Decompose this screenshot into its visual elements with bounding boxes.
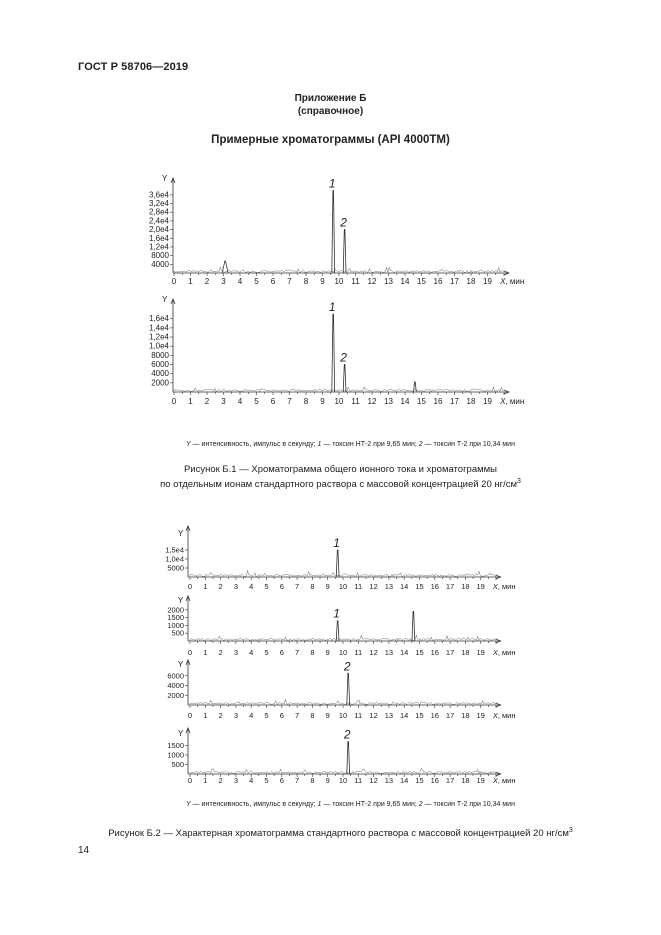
chart1-y-tick-label: 8000 bbox=[151, 251, 169, 261]
chart1-x-tick-label: 7 bbox=[287, 277, 292, 286]
chart2-x-tick-label: 7 bbox=[287, 397, 292, 406]
chart1-x-tick-label: 6 bbox=[270, 277, 276, 286]
chart2-xlabel: X, мин bbox=[500, 397, 525, 406]
chart4-x-tick-label: 12 bbox=[369, 648, 378, 657]
chart6-baseline-trace bbox=[190, 768, 496, 773]
chart6-peak bbox=[347, 742, 350, 774]
chart6-x-tick-label: 19 bbox=[476, 776, 485, 785]
chart2-x-tick-label: 15 bbox=[417, 397, 426, 406]
chart5-x-tick-label: 0 bbox=[187, 711, 193, 720]
chart4-y-tick-label: 500 bbox=[171, 628, 184, 638]
chart1-xlabel: X, мин bbox=[500, 277, 525, 286]
chart1-peak bbox=[332, 191, 335, 273]
chart1-x-tick-label: 19 bbox=[483, 277, 492, 286]
chart5-ylabel: Y bbox=[178, 660, 184, 669]
section-title: Примерные хроматограммы (API 4000TM) bbox=[211, 134, 450, 146]
chart2-y-tick-label: 8000 bbox=[151, 350, 169, 360]
chart1-peak-label: 2 bbox=[340, 215, 347, 230]
legend1-n2: 2 bbox=[418, 441, 423, 448]
chart6-y-tick-label: 1500 bbox=[167, 740, 184, 750]
legend1-text1: — интенсивность, импульс в секунду; bbox=[190, 441, 318, 448]
chart2-x-tick-label: 14 bbox=[400, 397, 410, 406]
chart3-x-tick-label: 9 bbox=[325, 582, 330, 591]
chart2-peak-label: 1 bbox=[328, 300, 336, 315]
chart3-x-tick-label: 11 bbox=[354, 582, 363, 591]
chart5-x-tick-label: 4 bbox=[249, 711, 254, 720]
chart5-baseline-trace bbox=[190, 700, 496, 705]
chart2-x-tick-label: 3 bbox=[221, 397, 226, 406]
chart6-x-tick-label: 7 bbox=[295, 776, 300, 785]
chart5-x-tick-label: 2 bbox=[218, 711, 223, 720]
chart2-y-tick-label: 1,0e4 bbox=[148, 341, 169, 351]
chart6-ylabel: Y bbox=[178, 729, 184, 738]
chart2-x-tick-label: 5 bbox=[254, 397, 259, 406]
chart3-peak bbox=[336, 550, 339, 577]
chart5-x-tick-label: 7 bbox=[295, 711, 300, 720]
chart3-x-tick-label: 8 bbox=[310, 582, 315, 591]
chart5-x-tick-label: 3 bbox=[233, 711, 238, 720]
chart2-y-tick-label: 1,2e4 bbox=[148, 332, 169, 342]
chart5-x-tick-label: 15 bbox=[415, 711, 424, 720]
caption2-line1: Рисунок Б.2 — Характерная хроматограмма стандартного раствора с массовой концентрацией 20 нг/см bbox=[108, 828, 569, 840]
chart5-x-tick-label: 11 bbox=[354, 711, 363, 720]
chart6-x-tick-label: 4 bbox=[249, 776, 254, 785]
chart2-x-tick-label: 2 bbox=[204, 397, 210, 406]
document-header: ГОСТ Р 58706—2019 bbox=[78, 61, 189, 73]
chart3-x-tick-label: 17 bbox=[445, 582, 455, 591]
chart1-x-tick-label: 8 bbox=[303, 277, 309, 286]
chart3-x-tick-label: 1 bbox=[203, 582, 208, 591]
chart3-baseline-trace bbox=[190, 571, 496, 577]
chart1-y-tick-label: 3,6e4 bbox=[148, 190, 169, 200]
chart6-x-tick-label: 16 bbox=[430, 776, 439, 785]
chart2-x-tick-label: 1 bbox=[188, 397, 193, 406]
chart3-x-tick-label: 12 bbox=[369, 582, 378, 591]
chart5-x-tick-label: 19 bbox=[476, 711, 485, 720]
chart6-x-tick-label: 9 bbox=[325, 776, 330, 785]
caption1-line2: по отдельным ионам стандартного раствора с массовой концентрацией 20 нг/см bbox=[160, 479, 518, 491]
chart1-peak bbox=[343, 230, 346, 273]
chart2-x-tick-label: 13 bbox=[384, 397, 393, 406]
chart1-peak-label: 1 bbox=[328, 176, 336, 191]
chart4-x-tick-label: 0 bbox=[187, 648, 193, 657]
chart2-x-tick-label: 18 bbox=[466, 397, 476, 406]
chart5-x-tick-label: 17 bbox=[445, 711, 455, 720]
chart6-x-tick-label: 13 bbox=[384, 776, 394, 785]
chart4-xlabel: X, мин bbox=[492, 648, 516, 657]
chart6-x-tick-label: 0 bbox=[187, 776, 193, 785]
appendix-subtitle: (справочное) bbox=[297, 106, 364, 117]
chart2-x-tick-label: 12 bbox=[367, 397, 377, 406]
chart4-x-tick-label: 3 bbox=[233, 648, 238, 657]
chart2-y-tick-label: 2000 bbox=[151, 378, 169, 388]
chart5-x-tick-label: 12 bbox=[369, 711, 378, 720]
legend2-y: Y bbox=[186, 801, 191, 808]
legend2-n1: 1 bbox=[317, 801, 322, 808]
chart5-y-tick-label: 4000 bbox=[167, 681, 184, 690]
chart2-x-tick-label: 9 bbox=[320, 397, 325, 406]
chart1-x-tick-label: 15 bbox=[417, 277, 426, 286]
chart2-x-tick-label: 8 bbox=[303, 397, 309, 406]
chart2-peak bbox=[414, 382, 417, 392]
chart4-x-tick-label: 19 bbox=[476, 648, 485, 657]
chart1-x-tick-label: 12 bbox=[367, 277, 377, 286]
chart2-y-tick-label: 1,4e4 bbox=[148, 323, 169, 333]
chart5-xlabel: X, мин bbox=[492, 711, 516, 720]
chart3-x-tick-label: 0 bbox=[187, 582, 193, 591]
chart3-xlabel: X, мин bbox=[492, 582, 516, 591]
chart1-y-tick-label: 1,2e4 bbox=[148, 242, 169, 252]
chart1-y-tick-label: 1,6e4 bbox=[148, 233, 169, 243]
legend1-y: Y bbox=[186, 441, 191, 448]
chart1-x-tick-label: 0 bbox=[171, 277, 177, 286]
chart6-x-tick-label: 1 bbox=[203, 776, 208, 785]
chart4-x-tick-label: 8 bbox=[310, 648, 315, 657]
chart4-x-tick-label: 2 bbox=[218, 648, 223, 657]
caption1-line2-wrap bbox=[20, 476, 661, 491]
legend1-text3: — токсин Т-2 при 10,34 мин bbox=[422, 441, 515, 448]
chart3-x-tick-label: 19 bbox=[476, 582, 485, 591]
chart6-x-tick-label: 2 bbox=[218, 776, 223, 785]
chart4-x-tick-label: 15 bbox=[415, 648, 424, 657]
chart2-x-tick-label: 6 bbox=[270, 397, 276, 406]
legend2-text2: — токсин НТ-2 при 9,65 мин; bbox=[321, 801, 419, 808]
appendix-title: Приложение Б bbox=[294, 93, 367, 104]
chart1-x-tick-label: 1 bbox=[188, 277, 193, 286]
chart3-x-tick-label: 14 bbox=[400, 582, 409, 591]
chart6-peak-label: 2 bbox=[343, 727, 351, 742]
chart3-ylabel: Y bbox=[178, 529, 184, 538]
page-number: 14 bbox=[78, 845, 90, 856]
chart4-x-tick-label: 10 bbox=[338, 648, 348, 657]
chart3-x-tick-label: 18 bbox=[461, 582, 470, 591]
chart3-y-tick-label: 1,0e4 bbox=[165, 554, 184, 564]
chart3-x-tick-label: 16 bbox=[430, 582, 439, 591]
chart4-x-tick-label: 6 bbox=[279, 648, 284, 657]
chart6-x-tick-label: 3 bbox=[233, 776, 238, 785]
chart5-peak-label: 2 bbox=[343, 659, 351, 674]
chart1-x-tick-label: 14 bbox=[400, 277, 410, 286]
chart3-x-tick-label: 15 bbox=[415, 582, 424, 591]
chart2-x-tick-label: 19 bbox=[483, 397, 492, 406]
chart1-ylabel: Y bbox=[162, 174, 168, 183]
chart5-x-tick-label: 10 bbox=[338, 711, 348, 720]
chart4-x-tick-label: 5 bbox=[264, 648, 269, 657]
chart4-x-tick-label: 18 bbox=[461, 648, 470, 657]
chart2-ylabel: Y bbox=[162, 295, 168, 304]
chart2-baseline-trace bbox=[174, 387, 504, 392]
chart2-x-tick-label: 10 bbox=[334, 397, 344, 406]
chart5-x-tick-label: 1 bbox=[203, 711, 208, 720]
chart6-x-tick-label: 17 bbox=[445, 776, 455, 785]
chart1-x-tick-label: 3 bbox=[221, 277, 226, 286]
chart6-x-tick-label: 14 bbox=[400, 776, 409, 785]
chart2-x-tick-label: 17 bbox=[450, 397, 459, 406]
chart1-y-tick-label: 2,4e4 bbox=[148, 216, 169, 226]
chart6-xlabel: X, мин bbox=[492, 776, 516, 785]
chart2-y-tick-label: 4000 bbox=[151, 369, 169, 379]
legend2-n2: 2 bbox=[418, 801, 423, 808]
chart5-y-tick-label: 6000 bbox=[167, 671, 184, 681]
chart2-peak-label: 2 bbox=[340, 350, 347, 365]
figure1-legend bbox=[0, 441, 661, 448]
chart2-y-tick-label: 1,6e4 bbox=[148, 314, 169, 324]
chart5-x-tick-label: 14 bbox=[400, 711, 409, 720]
chart1-x-tick-label: 10 bbox=[334, 277, 344, 286]
chart3-x-tick-label: 6 bbox=[279, 582, 284, 591]
chart5-x-tick-label: 13 bbox=[384, 711, 394, 720]
chart4-peak-label: 1 bbox=[333, 606, 340, 621]
chart3-x-tick-label: 2 bbox=[218, 582, 223, 591]
chart3-x-tick-label: 3 bbox=[233, 582, 238, 591]
chart5-x-tick-label: 6 bbox=[279, 711, 284, 720]
caption1-line1: Рисунок Б.1 — Хроматограмма общего ионного тока и хроматограммы bbox=[183, 464, 498, 475]
chart1-x-tick-label: 5 bbox=[254, 277, 259, 286]
chart5-x-tick-label: 8 bbox=[310, 711, 315, 720]
chart5-x-tick-label: 16 bbox=[430, 711, 439, 720]
chart4-x-tick-label: 1 bbox=[203, 648, 208, 657]
chart3-x-tick-label: 7 bbox=[295, 582, 300, 591]
chart2-x-tick-label: 4 bbox=[237, 397, 243, 406]
chart6-x-tick-label: 10 bbox=[338, 776, 348, 785]
legend2-text3: — токсин Т-2 при 10,34 мин bbox=[422, 801, 515, 808]
chart2-peak bbox=[343, 365, 346, 392]
chart2-x-tick-label: 11 bbox=[351, 397, 360, 406]
chart3-y-tick-label: 5000 bbox=[167, 563, 184, 573]
chart4-y-tick-label: 2000 bbox=[167, 605, 184, 615]
chart5-x-tick-label: 9 bbox=[325, 711, 330, 720]
chart4-peak bbox=[336, 621, 339, 641]
chart2-x-tick-label: 16 bbox=[433, 397, 443, 406]
chart5-y-tick-label: 2000 bbox=[167, 690, 184, 700]
caption2-sup: 3 bbox=[568, 827, 573, 834]
chart1-y-tick-label: 2,8e4 bbox=[148, 207, 169, 217]
chart4-y-tick-label: 1500 bbox=[167, 613, 184, 623]
chart4-x-tick-label: 4 bbox=[249, 648, 254, 657]
chart3-x-tick-label: 4 bbox=[249, 582, 254, 591]
chart4-x-tick-label: 17 bbox=[445, 648, 455, 657]
chart3-x-tick-label: 5 bbox=[264, 582, 269, 591]
chart4-x-tick-label: 16 bbox=[430, 648, 439, 657]
figure1-caption bbox=[0, 464, 661, 491]
chart4-x-tick-label: 11 bbox=[354, 648, 363, 657]
chart6-x-tick-label: 12 bbox=[369, 776, 378, 785]
chart5-x-tick-label: 18 bbox=[461, 711, 470, 720]
chart1-x-tick-label: 9 bbox=[320, 277, 325, 286]
chart1-x-tick-label: 13 bbox=[384, 277, 393, 286]
chart1-x-tick-label: 18 bbox=[466, 277, 476, 286]
chart3-peak-label: 1 bbox=[333, 536, 340, 550]
chart4-x-tick-label: 14 bbox=[400, 648, 409, 657]
chart1-x-tick-label: 16 bbox=[433, 277, 443, 286]
chart6-x-tick-label: 18 bbox=[461, 776, 470, 785]
chart1-x-tick-label: 2 bbox=[204, 277, 210, 286]
chart2-peak bbox=[332, 314, 335, 392]
chart3-x-tick-label: 13 bbox=[384, 582, 394, 591]
chart6-y-tick-label: 500 bbox=[171, 759, 184, 769]
chart4-x-tick-label: 9 bbox=[325, 648, 330, 657]
chart4-x-tick-label: 13 bbox=[384, 648, 394, 657]
figure2-caption bbox=[0, 825, 661, 840]
chart4-peak bbox=[412, 611, 415, 641]
chart6-x-tick-label: 15 bbox=[415, 776, 424, 785]
chart2-x-tick-label: 0 bbox=[171, 397, 177, 406]
chart6-y-tick-label: 1000 bbox=[167, 750, 184, 760]
chart4-x-tick-label: 7 bbox=[295, 648, 300, 657]
chart6-x-tick-label: 5 bbox=[264, 776, 269, 785]
chart4-ylabel: Y bbox=[178, 596, 184, 605]
chart5-x-tick-label: 5 bbox=[264, 711, 269, 720]
legend1-text2: — токсин НТ-2 при 9,65 мин; bbox=[321, 441, 419, 448]
chart4-baseline-trace bbox=[190, 635, 496, 640]
chart1-y-tick-label: 3,2e4 bbox=[148, 199, 169, 209]
chart5-peak bbox=[347, 673, 350, 705]
chart3-x-tick-label: 10 bbox=[338, 582, 348, 591]
caption1-sup: 3 bbox=[517, 478, 521, 485]
figure2-legend bbox=[0, 801, 661, 808]
chart3-y-tick-label: 1,5e4 bbox=[165, 545, 184, 555]
chart4-y-tick-label: 1000 bbox=[167, 620, 184, 630]
legend2-text1: — интенсивность, импульс в секунду; bbox=[190, 801, 318, 808]
chart1-y-tick-label: 4000 bbox=[151, 259, 169, 269]
chart2-y-tick-label: 6000 bbox=[151, 360, 169, 370]
chart1-x-tick-label: 17 bbox=[450, 277, 459, 286]
chart1-x-tick-label: 11 bbox=[351, 277, 360, 286]
chart6-x-tick-label: 11 bbox=[354, 776, 363, 785]
chart6-x-tick-label: 8 bbox=[310, 776, 315, 785]
chart1-x-tick-label: 4 bbox=[237, 277, 243, 286]
legend1-n1: 1 bbox=[317, 441, 322, 448]
chart6-x-tick-label: 6 bbox=[279, 776, 284, 785]
chart1-y-tick-label: 2,0e4 bbox=[148, 225, 169, 235]
